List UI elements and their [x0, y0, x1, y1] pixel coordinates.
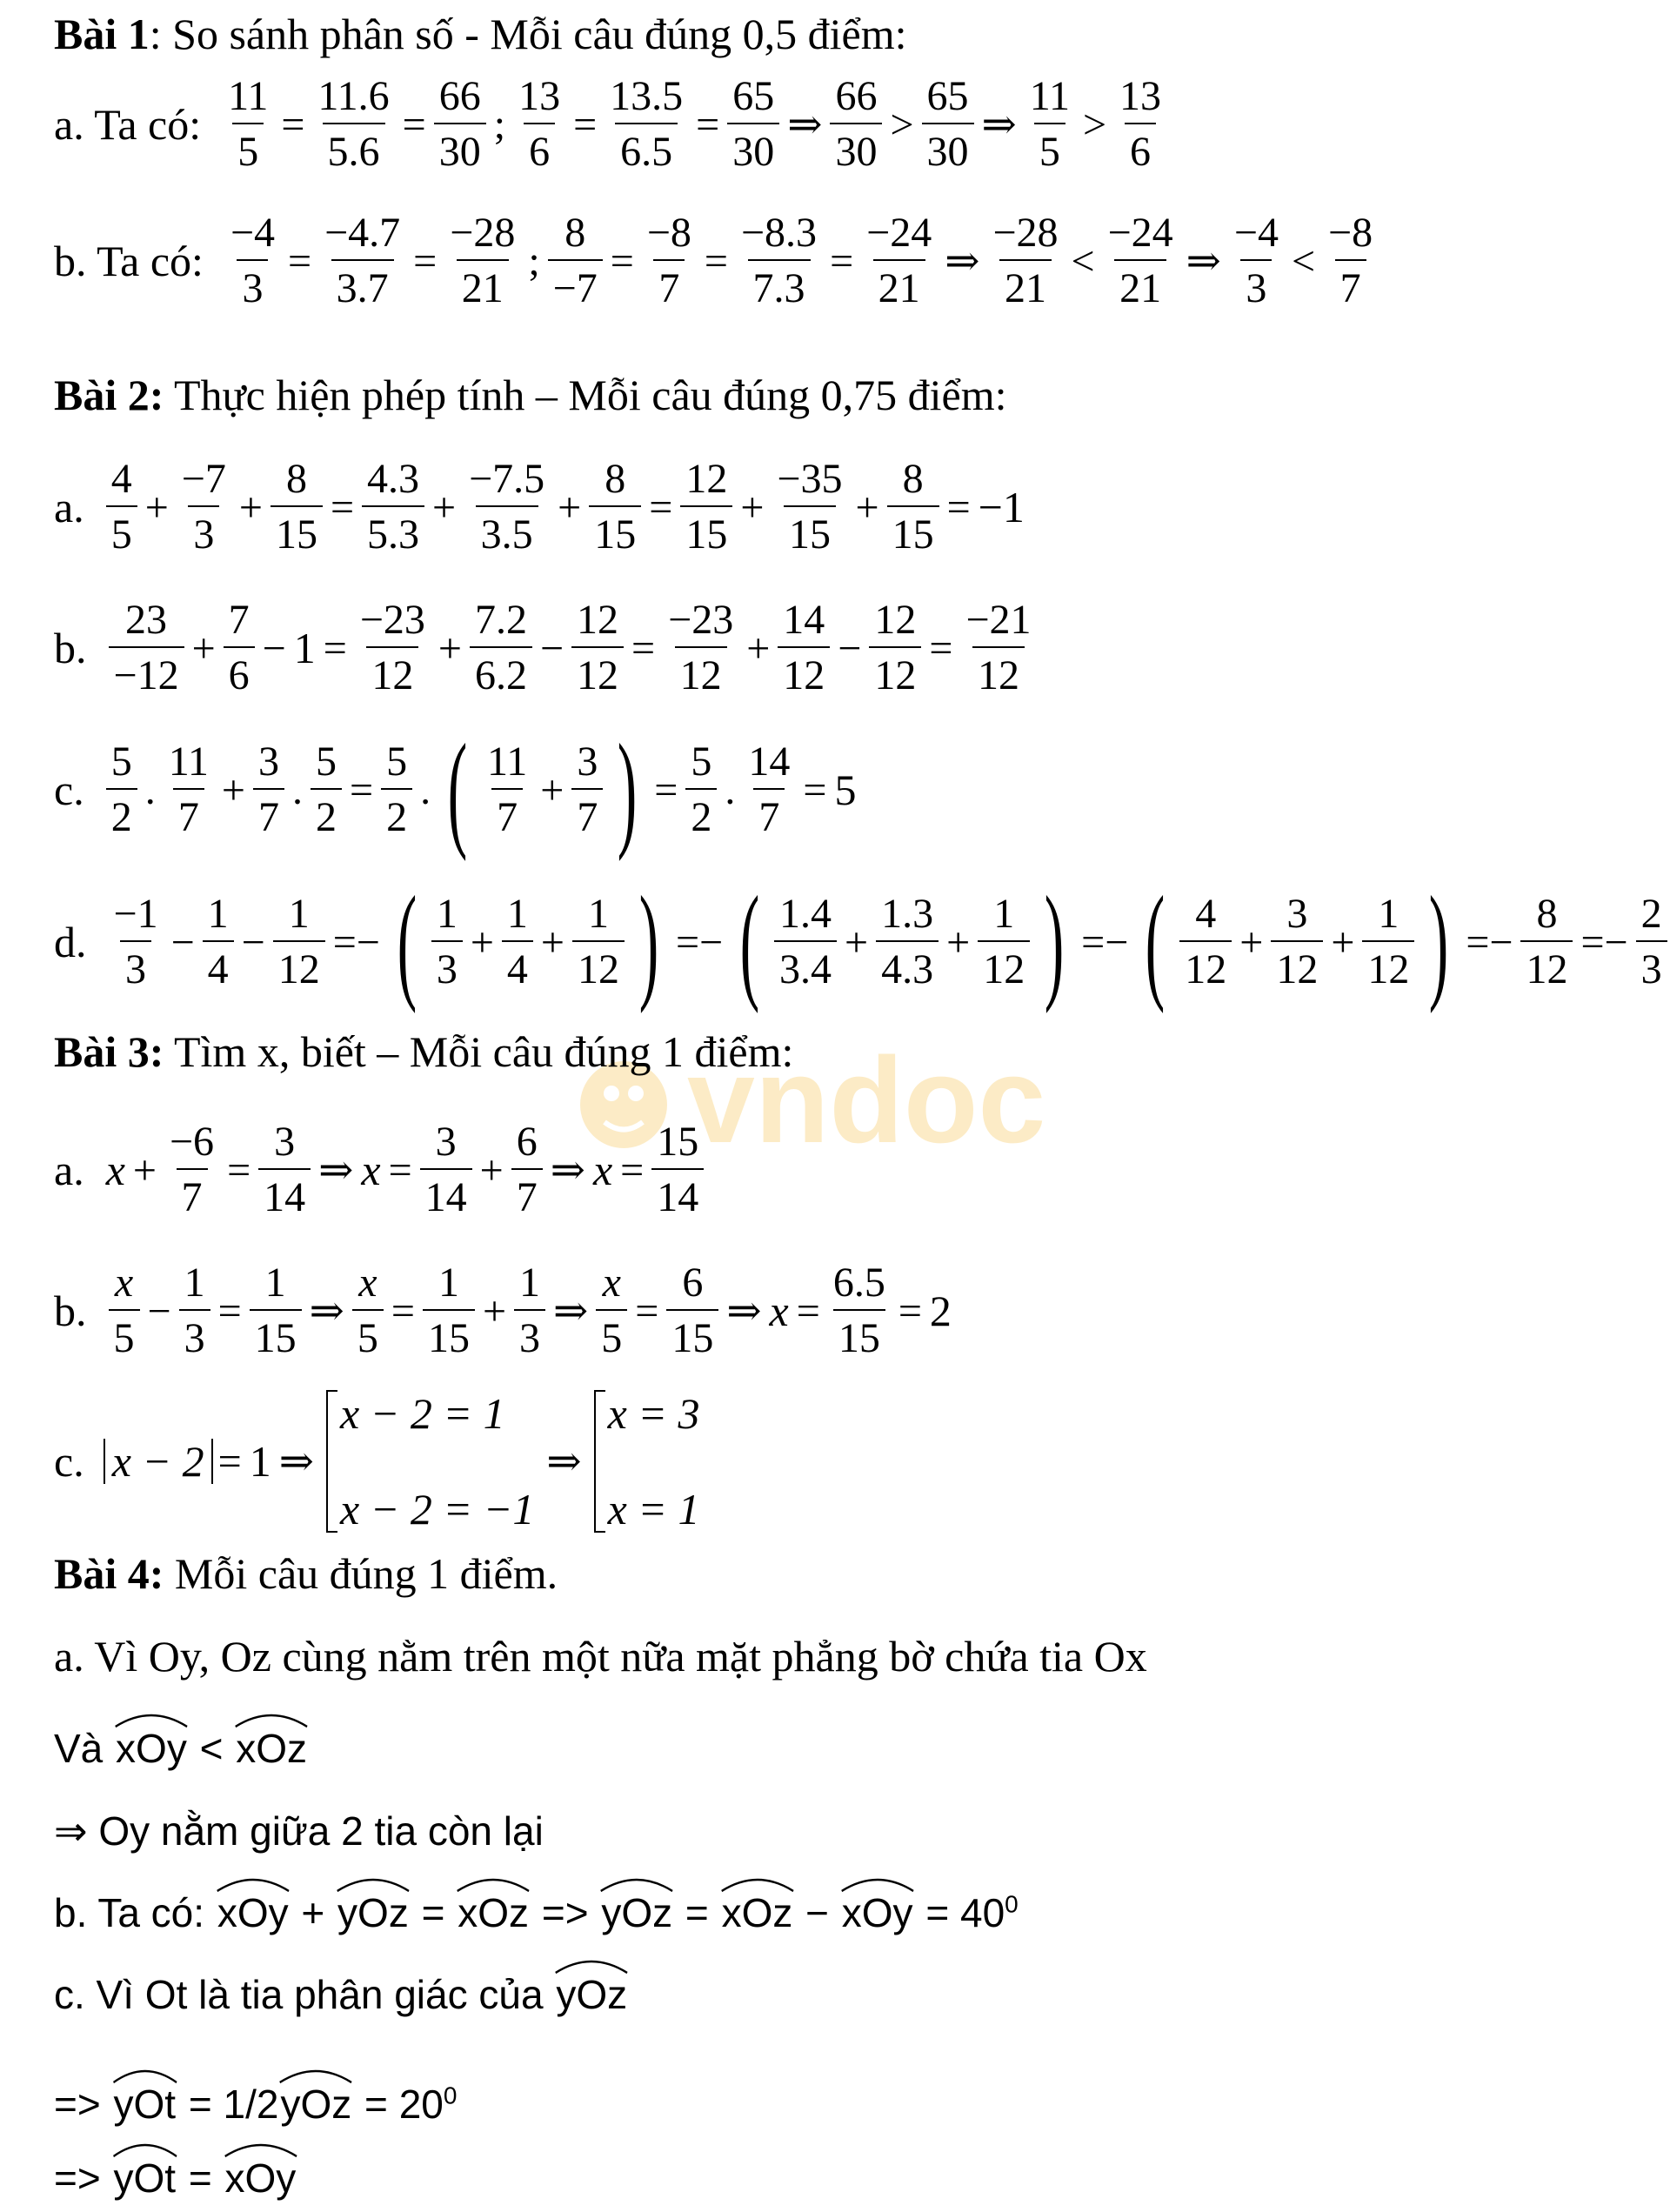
bai-4a-line: a. Vì Oy, Oz cùng nằm trên một nữa mặt phẳng bờ chứa tia Ox	[54, 1632, 1147, 1681]
bai-2c-equation: c. $\frac{5}{2}$ . $\frac{11}{7}$ + $\frac{3}{7}$ . $\frac{5}{2}$ = $\frac{5}{2}$ . ( $\frac{11}{7}$ + $\frac{3}{7}$ ) = $\frac{5}{2}$ . $\frac{14}{7}$ = 5	[54, 718, 857, 862]
bai-2a-equation: a. $\frac{4}{5}$ + $\frac{-7}{3}$ + $\frac{8}{15}$ = $\frac{4.3}{5.3}$ + $\frac{-7.5}{3.5}$ + $\frac{8}{15}$ = $\frac{12}{15}$ + $\frac{-35}{15}$ + $\frac{8}{15}$ = −1	[54, 456, 1025, 558]
bai-3a-equation: a. x + $\frac{-6}{7}$ = $\frac{3}{14}$ ⇒ x = $\frac{3}{14}$ + $\frac{6}{7}$ ⇒ x = $\frac{15}{14}$	[54, 1105, 706, 1235]
angle-xoy: xOy	[114, 1725, 189, 1772]
bai-1b-equation: b. Ta có: $\frac{-4}{3}$ = $\frac{-4.7}{3.7}$ = $\frac{-28}{21}$ ; $\frac{8}{-7}$ = $\frac{-8}{7}$ = $\frac{-8.3}{7.3}$ = $\frac{-24}{21}$ ⇒ $\frac{-28}{21}$ < $\frac{-24}{21}$ ⇒ $\frac{-4}{3}$ < $\frac{-8}{7}$	[54, 210, 1373, 311]
bai-4c-line: c. Vì Ot là tia phân giác của yOz	[54, 1971, 629, 2018]
bai-4b-equation: b. Ta có: xOy + yOz = xOz => yOz = xOz − xOy = $40^0$	[54, 1889, 1019, 1936]
bai-1a-equation: a. Ta có: $\frac{11}{5}$ = $\frac{11.6}{5.6}$ = $\frac{66}{30}$ ; $\frac{13}{6}$ = $\frac{13.5}{6.5}$ = $\frac{65}{30}$ ⇒ $\frac{66}{30}$ > $\frac{65}{30}$ ⇒ $\frac{11}{5}$ > $\frac{13}{6}$	[54, 73, 1162, 175]
bai-3-heading: Bài 3: Tìm x, biết – Mỗi câu đúng 1 điểm:	[54, 1027, 794, 1076]
bai-3b-equation: b. $\frac{x}{5}$ − $\frac{1}{3}$ = $\frac{1}{15}$ ⇒ $\frac{x}{5}$ = $\frac{1}{15}$ + $\frac{1}{3}$ ⇒ $\frac{x}{5}$ = $\frac{6}{15}$ ⇒ x = $\frac{6.5}{15}$ = 2	[54, 1260, 952, 1361]
bai-3c-equation: c. x − 2 = 1 ⇒ x − 2 = 1 x − 2 = −1 ⇒ x = 3 x = 1	[54, 1389, 700, 1534]
bai-2b-equation: b. $\frac{23}{-12}$ + $\frac{7}{6}$ − 1 = $\frac{-23}{12}$ + $\frac{7.2}{6.2}$ − $\frac{12}{12}$ = $\frac{-23}{12}$ + $\frac{14}{12}$ − $\frac{12}{12}$ = $\frac{-21}{12}$	[54, 597, 1032, 698]
bai-1-heading: Bài 1: So sánh phân số - Mỗi câu đúng 0,5 điểm:	[54, 10, 907, 58]
bai-2-heading: Bài 2: Thực hiện phép tính – Mỗi câu đúng 0,75 điểm:	[54, 371, 1007, 419]
bai-4a-conclusion: ⇒ Oy nằm giữa 2 tia còn lại	[54, 1808, 544, 1854]
bai-4a-comparison: Và xOy < xOz	[54, 1725, 309, 1772]
angle-xoz: xOz	[234, 1725, 309, 1772]
svg-text:vndoc: vndoc	[687, 1032, 1046, 1168]
bai-4c-equation-1: => yOt = 1/2 yOz = $20^0$	[54, 2081, 457, 2128]
bai-2d-equation: d. $\frac{-1}{3}$ − $\frac{1}{4}$ − $\frac{1}{12}$ =− ( $\frac{1}{3}$ + $\frac{1}{4}$ + $\frac{1}{12}$ ) =− ( $\frac{1.4}{3.4}$ + $\frac{1.3}{4.3}$ + $\frac{1}{12}$ ) =− ( $\frac{4}{12}$ + $\frac{3}{12}$ + $\frac{1}{12}$ ) =− $\frac{8}{12}$ =− $\frac{2}{3}$	[54, 877, 1670, 1007]
bai-4-heading: Bài 4: Mỗi câu đúng 1 điểm.	[54, 1549, 558, 1598]
bai-4c-equation-2: => yOt = xOy	[54, 2155, 297, 2202]
